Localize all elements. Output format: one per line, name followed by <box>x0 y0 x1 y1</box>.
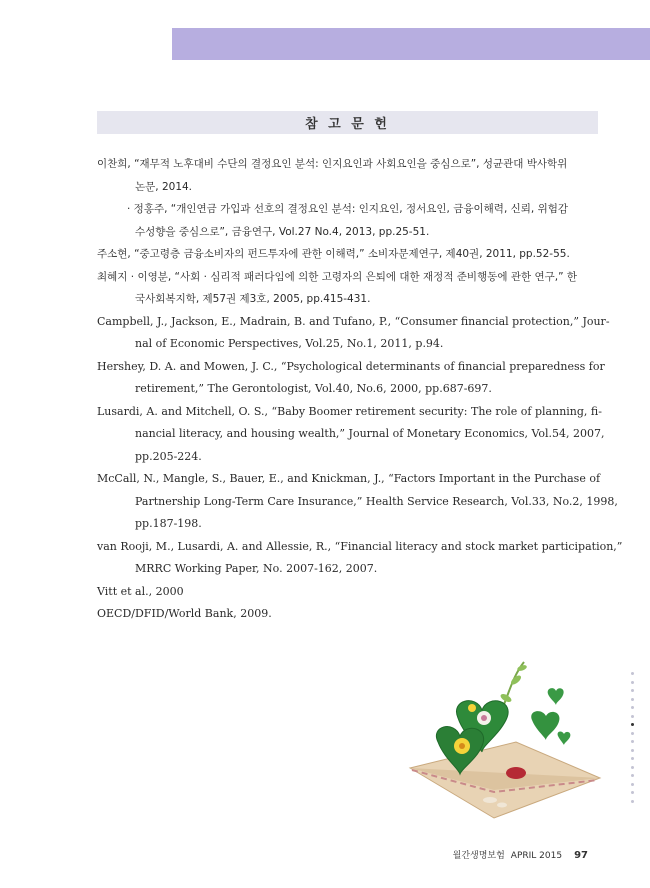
indicator-dot <box>631 672 634 675</box>
reference-item <box>97 603 600 626</box>
reference-line: Lusardi, A. and Mitchell, O. S., “Baby Boomer retirement security: The role of planning, fi- <box>97 404 602 418</box>
reference-line: Campbell, J., Jackson, E., Madrain, B. and Tufano, P., “Consumer financial protection,” Jour- <box>97 314 610 328</box>
reference-item <box>97 266 600 311</box>
indicator-dot <box>631 774 634 777</box>
reference-line: 국사회복지학, 제57권 제3호, 2005, pp.415-431. <box>135 293 371 305</box>
heart-envelope-illustration <box>398 650 608 820</box>
green-heart-small <box>548 688 564 705</box>
indicator-dot <box>631 783 634 786</box>
top-color-band <box>172 28 650 60</box>
yellow-flower-small <box>468 704 476 712</box>
indicator-dot <box>631 749 634 752</box>
reference-line: 논문, 2014. <box>135 180 193 193</box>
reference-line: · 정홍주, “개인연금 가입과 선호의 결정요인 분석: 인지요인, 정서요인, 금융이해력, 신뢰, 위험감 <box>127 203 569 215</box>
reference-list <box>97 153 623 626</box>
reference-line: van Rooji, M., Lusardi, A. and Allessie, R., “Financial literacy and stock market participation,” <box>97 539 623 553</box>
green-heart-small <box>531 711 559 740</box>
indicator-dot <box>631 681 634 684</box>
issue-date: APRIL 2015 <box>510 851 563 861</box>
reference-line: 최혜지 · 이영분, “사회 · 심리적 패러다임에 의한 고령자의 은퇴에 대한 재정적 준비행동에 관한 연구,” 한 <box>97 270 578 283</box>
droplet <box>497 803 507 808</box>
reference-line: OECD/DFID/World Bank, 2009. <box>97 607 272 620</box>
indicator-dot <box>631 723 634 726</box>
section-header <box>97 111 598 134</box>
reference-line: nancial literacy, and housing wealth,” Journal of Monetary Economics, Vol.54, 2007, <box>135 427 605 440</box>
reference-line: Vitt et al., 2000 <box>97 584 184 598</box>
reference-item <box>97 198 600 243</box>
indicator-dot <box>631 715 634 718</box>
indicator-dot <box>631 791 634 794</box>
flower-center <box>481 715 487 721</box>
reference-line: Hershey, D. A. and Mowen, J. C., “Psychological determinants of financial preparedness for <box>97 359 605 373</box>
indicator-dot <box>631 689 634 692</box>
page-footer <box>453 848 588 861</box>
reference-item <box>97 401 605 469</box>
reference-item <box>97 581 600 604</box>
wax-seal <box>506 767 526 779</box>
indicator-dot <box>631 732 634 735</box>
reference-line: McCall, N., Mangle, S., Bauer, E., and Knickman, J., “Factors Important in the Purchase of <box>97 472 601 485</box>
flower-center <box>459 743 465 749</box>
indicator-dot <box>631 766 634 769</box>
reference-item <box>97 243 600 266</box>
reference-item <box>97 468 618 536</box>
indicator-dot <box>631 740 634 743</box>
reference-line: retirement,” The Gerontologist, Vol.40, No.6, 2000, pp.687-697. <box>135 382 492 395</box>
reference-line: pp.187-198. <box>135 517 202 530</box>
section-title: 참 고 문 헌 <box>305 117 390 132</box>
reference-line: 수성향을 중심으로”, 금융연구, Vol.27 No.4, 2013, pp.25-51. <box>135 225 430 238</box>
indicator-dot <box>631 800 634 803</box>
reference-line: pp.205-224. <box>135 449 202 463</box>
reference-item <box>97 153 600 198</box>
reference-line: nal of Economic Perspectives, Vol.25, No.1, 2011, p.94. <box>135 337 444 350</box>
reference-item <box>97 536 623 581</box>
reference-line: Partnership Long-Term Care Insurance,” Health Service Research, Vol.33, No.2, 1998, <box>135 494 618 508</box>
page-number: 97 <box>574 850 588 861</box>
indicator-dot <box>631 698 634 701</box>
magazine-name: 월간생명보험 <box>452 851 505 861</box>
reference-item <box>97 311 610 356</box>
reference-line: 이찬희, “재무적 노후대비 수단의 결정요인 분석: 인지요인과 사회요인을 중심으로”, 성균관대 박사학위 <box>97 158 568 170</box>
reference-item <box>97 356 605 401</box>
indicator-dot <box>631 706 634 709</box>
indicator-dot <box>631 757 634 760</box>
reference-line: 주소현, “중고령층 금융소비자의 펀드투자에 관한 이해력,” 소비자문제연구, 제40권, 2011, pp.52-55. <box>97 248 570 260</box>
droplet <box>483 797 497 803</box>
reference-line: MRRC Working Paper, No. 2007-162, 2007. <box>135 562 378 575</box>
page-indicator-dots <box>631 672 635 803</box>
green-heart-small <box>558 732 571 745</box>
